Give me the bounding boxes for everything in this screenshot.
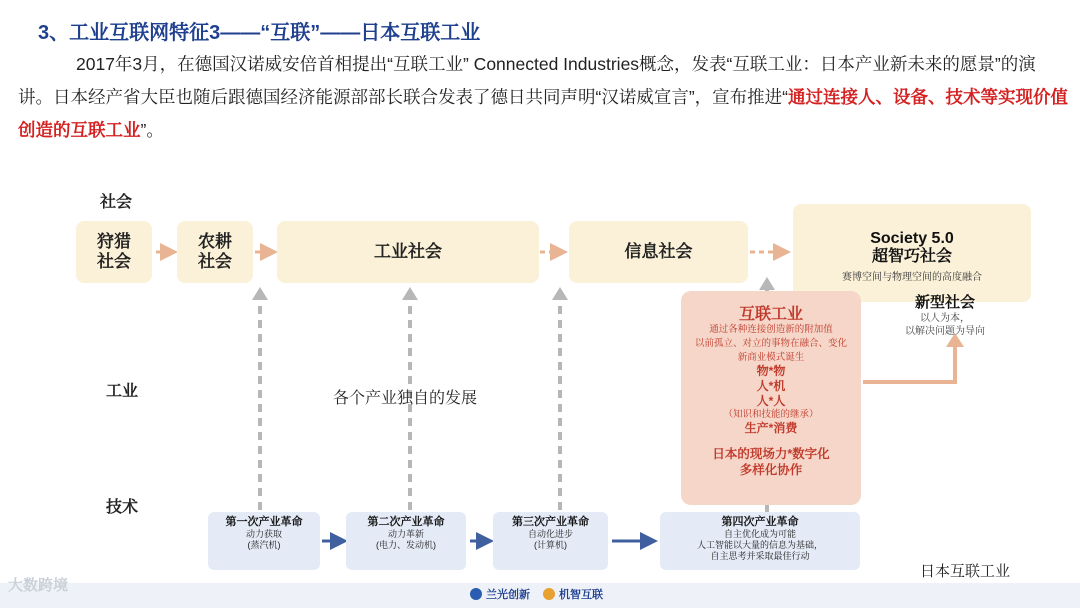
row-label-technology: 技术 xyxy=(106,499,139,516)
watermark-logo: 大数跨境 xyxy=(8,577,69,594)
society5-subtitle: 超智巧社会 xyxy=(871,248,952,265)
society-box-line1: 农耕 xyxy=(198,232,232,251)
footer-band xyxy=(0,583,1080,608)
connected-bottom1: 日本的现场力*数字化 xyxy=(712,447,830,461)
tech-line2: (计算机) xyxy=(534,540,567,550)
tech-line2: 人工智能以大量的信息为基础， xyxy=(696,540,823,550)
brand-icon xyxy=(543,588,555,600)
society-box-label: 工业社会 xyxy=(374,242,442,261)
footer-brand-2 xyxy=(543,586,603,602)
tech-line1: 自主优化成为可能 xyxy=(723,529,796,539)
tech-revolution-1 xyxy=(208,512,320,570)
society-box-line2: 社会 xyxy=(198,252,232,271)
tech-line2: (电力、发动机) xyxy=(376,540,436,550)
paragraph-highlight: 通过连接人、设备、技术等实现价值创造的互联工业 xyxy=(18,87,1068,140)
tech-revolution-3 xyxy=(493,512,608,570)
tech-revolution-4 xyxy=(660,512,860,570)
new-society-title: 新型社会 xyxy=(914,294,975,311)
tech-revolution-2 xyxy=(346,512,466,570)
society-box-label: 信息社会 xyxy=(624,242,693,261)
figure-caption: 日本互联工业 xyxy=(920,563,1011,580)
tech-title: 第二次产业革命 xyxy=(367,516,445,528)
brand-label: 兰光创新 xyxy=(486,589,530,601)
connected-item-production: 生产*消费 xyxy=(744,421,798,435)
new-society-line1: 以人为本， xyxy=(920,313,970,324)
tech-title: 第四次产业革命 xyxy=(721,516,799,528)
new-society-line2: 以解决问题为导向 xyxy=(905,326,985,337)
tech-line3: 自主思考并采取最佳行动 xyxy=(710,551,810,561)
tech-line1: 动力革新 xyxy=(387,529,424,539)
new-society xyxy=(880,291,1010,338)
tech-line2: (蒸汽机) xyxy=(247,540,281,550)
tech-line1: 自动化进步 xyxy=(527,529,573,539)
society-box-farming xyxy=(177,221,253,283)
connected-to-society-arrow xyxy=(863,345,955,382)
connected-industry-desc2: 以前孤立、对立的事物在融合、变化 xyxy=(695,338,848,349)
society-box-line1: 狩猎 xyxy=(97,232,131,251)
page-title: 3、工业互联网特征3——“互联”——日本互联工业 xyxy=(38,22,481,44)
footer-brand-1 xyxy=(470,586,530,602)
paragraph-text: 2017年3月，在德国汉诺威安倍首相提出“互联工业” Connected Industries概念，发表“互联工业：日本产业新未来的愿景”的演讲。日本经产省大臣也随后跟德国经济能源部部长联合发表了德日共同声明“汉诺威宣言”，宣布推进“ xyxy=(18,54,1036,107)
connected-item-human-human: 人*人 xyxy=(756,394,786,408)
society-box-industrial xyxy=(277,221,539,283)
society-box-line2: 社会 xyxy=(97,252,131,271)
connected-item-things: 物*物 xyxy=(756,364,786,378)
brand-icon xyxy=(470,588,482,600)
society5-title: Society 5.0 xyxy=(870,230,954,247)
tech-title: 第三次产业革命 xyxy=(512,516,589,528)
connected-item-note: （知识和技能的继承） xyxy=(723,409,819,420)
row-label-industry: 工业 xyxy=(106,383,139,400)
connected-industry-box xyxy=(681,291,861,505)
tech-title: 第一次产业革命 xyxy=(225,516,303,528)
connected-industry-desc1: 通过各种连接创造新的附加值 xyxy=(709,324,833,335)
connected-industry-title: 互联工业 xyxy=(738,306,803,323)
paragraph-end: ”。 xyxy=(140,120,164,140)
center-label: 各个产业独自的发展 xyxy=(333,390,478,407)
society5-desc: 赛博空间与物理空间的高度融合 xyxy=(842,272,982,283)
connected-item-human-machine: 人*机 xyxy=(756,379,786,393)
connected-industry-desc3: 新商业模式诞生 xyxy=(737,352,805,363)
row-label-society: 社会 xyxy=(100,194,133,211)
tech-line1: 动力获取 xyxy=(245,529,282,539)
connected-bottom2: 多样化协作 xyxy=(739,463,803,477)
society-box-hunting xyxy=(76,221,152,283)
brand-label: 机智互联 xyxy=(559,589,603,601)
society-box-information xyxy=(569,221,748,283)
society5-box xyxy=(793,204,1031,302)
